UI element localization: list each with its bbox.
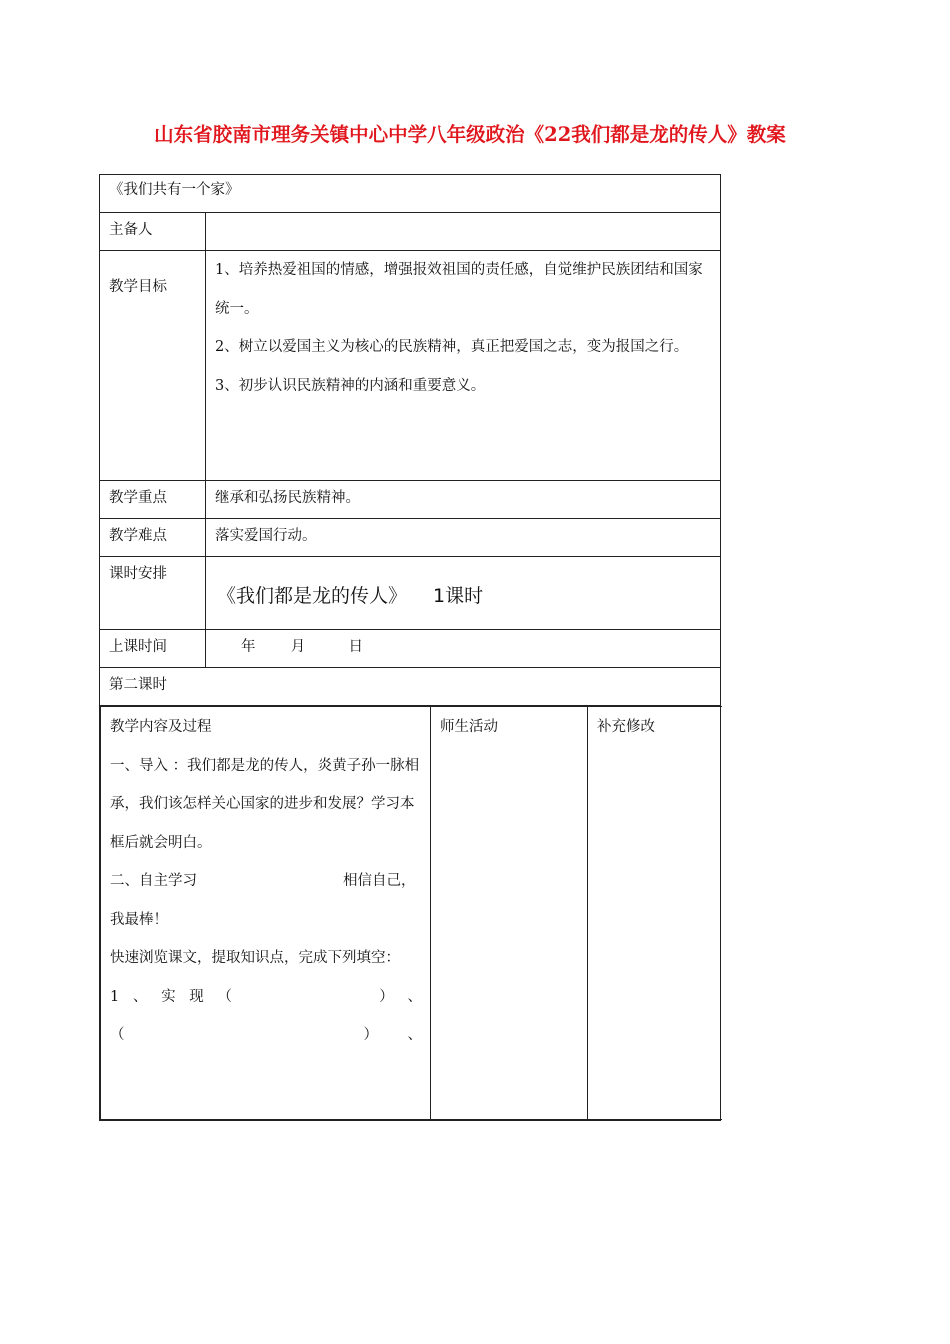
fill2-close-paren: ）	[363, 1027, 378, 1043]
fill2-end: 、	[407, 1027, 422, 1043]
fill1-open-paren: （	[217, 988, 232, 1005]
session-row	[100, 668, 721, 706]
fill2-open-paren: （	[110, 1027, 125, 1043]
difficulty-value-cell	[206, 519, 721, 557]
fill1-number: 1	[110, 988, 120, 1005]
objective-item: 3、初步认识民族精神的内涵和重要意义。	[215, 377, 486, 394]
session-label: 第二课时	[109, 677, 167, 693]
keypoint-label-cell	[100, 481, 206, 519]
schedule-value-cell	[206, 557, 721, 630]
preparer-value	[206, 213, 720, 220]
schedule-lesson: 《我们都是龙的传人》	[217, 585, 408, 607]
unit-row	[100, 175, 721, 213]
keypoint-value: 继承和弘扬民族精神。	[215, 490, 360, 506]
class-time-value-cell	[206, 630, 721, 668]
objective-item: 2、树立以爱国主义为核心的民族精神，真正把爱国之志，变为报国之行。	[215, 339, 689, 355]
schedule-label: 课时安排	[109, 566, 167, 582]
process-row	[100, 706, 721, 1121]
class-time-year: 年	[241, 639, 256, 655]
class-time-day: 日	[348, 639, 363, 655]
preparer-label: 主备人	[109, 222, 153, 238]
revision-column-header: 补充修改	[597, 719, 655, 735]
intro-paragraph: 一、导入 ：我们都是龙的传人，炎黄子孙一脉相承，我们该怎样关心国家的进步和发展？学习本框后就会明白。	[110, 757, 420, 851]
content-column	[101, 707, 431, 1120]
objectives-value-cell	[206, 251, 721, 481]
content-column-header: 教学内容及过程	[110, 719, 212, 735]
fill1-sep: 、	[132, 988, 148, 1005]
activity-column	[431, 707, 588, 1120]
fill1-word: 实	[161, 988, 176, 1005]
objective-item: 1、培养热爱祖国的情感，增强报效祖国的责任感，自觉维护民族团结和国家统一。	[215, 262, 703, 317]
difficulty-label-cell	[100, 519, 206, 557]
fill1-close-paren: ）	[379, 988, 394, 1005]
self-study-motto: 相信自己，我最棒！	[110, 873, 416, 928]
class-time-label: 上课时间	[109, 639, 167, 655]
revision-column	[588, 707, 722, 1120]
difficulty-label: 教学难点	[109, 528, 167, 544]
class-time-label-cell	[100, 630, 206, 668]
document-title: 山东省胶南市理务关镇中心中学八年级政治《22我们都是龙的传人》教案	[154, 123, 786, 146]
lesson-plan-table	[99, 174, 721, 1121]
objectives-label-cell	[100, 251, 206, 481]
self-study-line	[110, 862, 422, 939]
keypoint-value-cell	[206, 481, 721, 519]
difficulty-value: 落实爱国行动。	[215, 528, 317, 544]
preparer-value-cell	[206, 213, 721, 251]
keypoint-label: 教学重点	[109, 490, 167, 506]
self-study-heading: 二、自主学习	[110, 873, 197, 889]
fill-blank-line-1	[110, 978, 422, 1017]
activity-column-header: 师生活动	[440, 719, 498, 735]
preparer-label-cell	[100, 213, 206, 251]
fill1-word2: 现	[189, 988, 204, 1005]
schedule-label-cell	[100, 557, 206, 630]
objectives-label: 教学目标	[109, 279, 167, 295]
instruction-paragraph: 快速浏览课文，提取知识点，完成下列填空：	[110, 950, 400, 966]
fill1-end: 、	[407, 988, 422, 1005]
class-time-month: 月	[290, 639, 306, 655]
schedule-hours: 1课时	[433, 585, 484, 607]
fill-blank-line-2	[110, 1016, 422, 1055]
unit-title: 《我们共有一个家》	[109, 182, 240, 198]
